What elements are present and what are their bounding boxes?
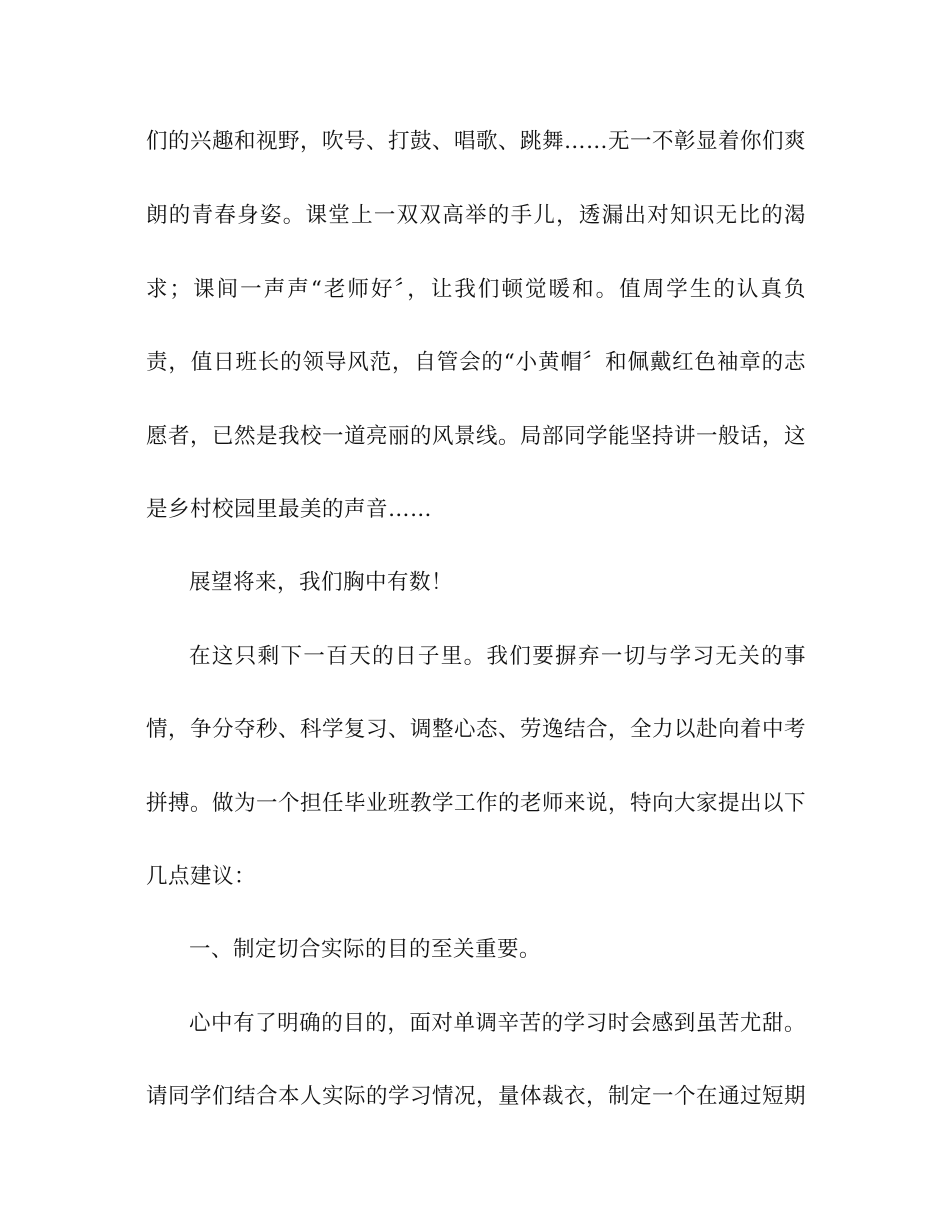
- section-heading-1: 一、制定切合实际的目的至关重要。: [189, 937, 542, 962]
- text-line-5: 愿者，已然是我校一道亮丽的风景线。局部同学能坚持讲一般话，这: [146, 424, 807, 449]
- text-line-8: 在这只剩下一百天的日子里。我们要摒弃一切与学习无关的事: [189, 644, 806, 669]
- text-line-2: 朗的青春身姿。课堂上一双双高举的手儿，透漏出对知识无比的渴: [146, 203, 806, 228]
- text-line-1: 们的兴趣和视野，吹号、打鼓、唱歌、跳舞……无一不彰显着你们爽: [146, 129, 807, 154]
- text-line-9: 情，争分夺秒、科学复习、调整心态、劳逸结合，全力以赴向着中考: [146, 717, 807, 742]
- text-line-11: 几点建议：: [146, 864, 257, 889]
- text-line-3: 求；课间一声声“老师好〞，让我们顿觉暖和。值周学生的认真负: [146, 277, 806, 302]
- text-line-14: 请同学们结合本人实际的学习情况，量体裁衣，制定一个在通过短期: [146, 1084, 807, 1109]
- paragraph-heading-outlook: 展望将来，我们胸中有数！: [189, 570, 454, 595]
- text-line-6: 是乡村校园里最美的声音……: [146, 497, 433, 522]
- text-line-13: 心中有了明确的目的，面对单调辛苦的学习时会感到虽苦尤甜。: [189, 1011, 806, 1036]
- text-line-4: 责，值日班长的领导风范，自管会的“小黄帽〞和佩戴红色袖章的志: [146, 350, 806, 375]
- text-line-10: 拼搏。做为一个担任毕业班教学工作的老师来说，特向大家提出以下: [146, 791, 807, 816]
